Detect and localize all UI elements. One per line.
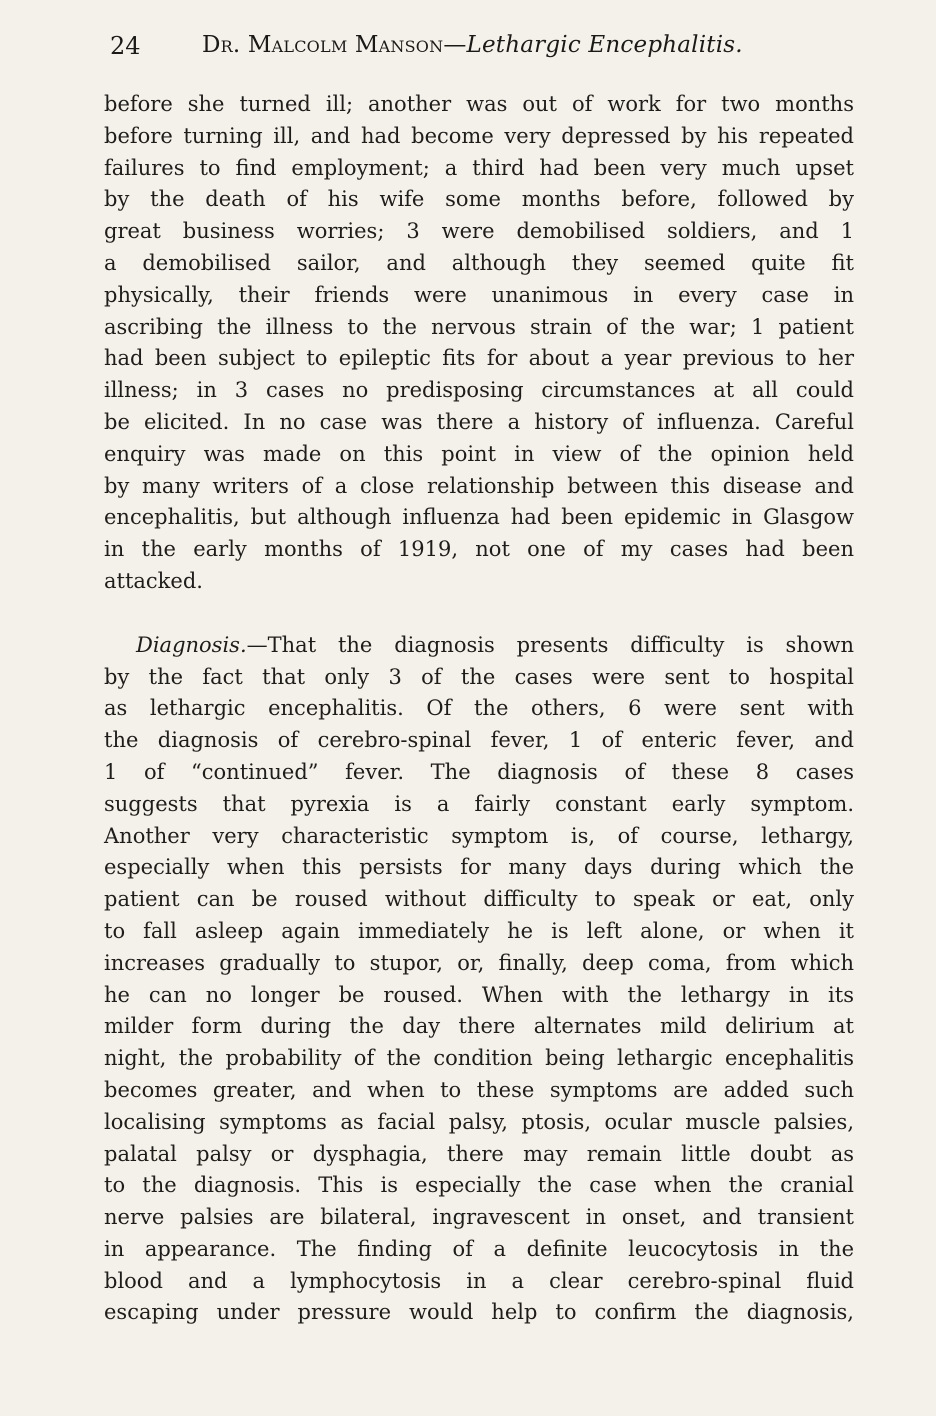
text-line: encephalitis, but although influenza had been epidemic in Glasgow	[104, 505, 854, 530]
text-line: before turning ill, and had become very depressed by his repeated	[104, 123, 854, 148]
paragraph-predisposing-causes	[104, 89, 854, 598]
text-line	[104, 630, 854, 662]
text-line: illness; in 3 cases no predisposing circumstances at all could	[104, 378, 854, 403]
text-line: in appearance. The finding of a definite leucocytosis in the	[104, 1236, 854, 1261]
text-line: enquiry was made on this point in view of the opinion held	[104, 441, 854, 466]
text-line: physically, their friends were unanimous in every case in	[104, 282, 854, 307]
text-line: by many writers of a close relationship between this disease and	[104, 473, 854, 498]
text-fragment: —That the diagnosis presents difficulty is shown	[246, 632, 854, 657]
paragraph-diagnosis	[104, 630, 854, 1330]
text-line: as lethargic encephalitis. Of the others, 6 were sent with	[104, 696, 854, 721]
text-line: increases gradually to stupor, or, finally, deep coma, from which	[104, 950, 854, 975]
text-line: patient can be roused without difficulty to speak or eat, only	[104, 887, 854, 912]
text-line: palatal palsy or dysphagia, there may remain little doubt as	[104, 1141, 854, 1166]
text-line: be elicited. In no case was there a history of influenza. Careful	[104, 409, 854, 434]
header-separator: —	[443, 32, 467, 58]
text-line: suggests that pyrexia is a fairly constant early symptom.	[104, 791, 854, 816]
text-line: by the death of his wife some months before, followed by	[104, 187, 854, 212]
text-line: a demobilised sailor, and although they seemed quite fit	[104, 250, 854, 275]
text-line: he can no longer be roused. When with the lethargy in its	[104, 982, 854, 1007]
text-line: nerve palsies are bilateral, ingravescent in onset, and transient	[104, 1205, 854, 1230]
text-line: 1 of “continued” fever. The diagnosis of these 8 cases	[104, 759, 854, 784]
text-line: in the early months of 1919, not one of my cases had been	[104, 537, 854, 562]
text-line: to fall asleep again immediately he is left alone, or when it	[104, 918, 854, 943]
text-line: the diagnosis of cerebro-spinal fever, 1 of enteric fever, and	[104, 728, 854, 753]
running-head	[202, 32, 743, 58]
text-line: Another very characteristic symptom is, of course, lethargy,	[104, 823, 854, 848]
text-line: localising symptoms as facial palsy, ptosis, ocular muscle palsies,	[104, 1109, 854, 1134]
body-text	[104, 89, 854, 1329]
text-line: ascribing the illness to the nervous strain of the war; 1 patient	[104, 314, 854, 339]
text-line: to the diagnosis. This is especially the case when the cranial	[104, 1173, 854, 1198]
text-line: blood and a lymphocytosis in a clear cerebro-spinal fluid	[104, 1268, 854, 1293]
text-line: before she turned ill; another was out of work for two months	[104, 92, 854, 116]
text-line: especially when this persists for many days during which the	[104, 855, 854, 880]
author-name: Dr. Malcolm Manson	[202, 32, 444, 58]
text-line: failures to find employment; a third had been very much upset	[104, 155, 854, 180]
text-line: attacked.	[104, 568, 203, 593]
text-line: night, the probability of the condition being lethargic encephalitis	[104, 1046, 854, 1071]
paragraph-gap	[104, 598, 854, 630]
running-header	[110, 30, 870, 70]
text-line: had been subject to epileptic fits for about a year previous to her	[104, 346, 854, 371]
text-line: great business worries; 3 were demobilised soldiers, and 1	[104, 219, 854, 244]
article-title: Lethargic Encephalitis.	[466, 32, 743, 58]
text-line: escaping under pressure would help to confirm the diagnosis,	[104, 1300, 854, 1325]
text-line: milder form during the day there alternates mild delirium at	[104, 1014, 854, 1039]
text-line: by the fact that only 3 of the cases were sent to hospital	[104, 664, 854, 689]
text-line: becomes greater, and when to these symptoms are added such	[104, 1077, 854, 1102]
section-heading-diagnosis: Diagnosis.	[136, 632, 247, 657]
page-number: 24	[110, 32, 141, 60]
